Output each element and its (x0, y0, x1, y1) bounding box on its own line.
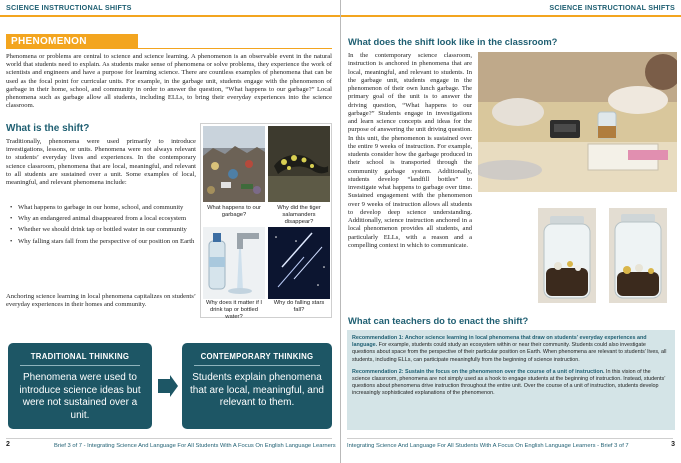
enact-heading: What can teachers do to enact the shift? (348, 315, 529, 326)
recommendation-2-title: Recommendation 2: Sustain the focus on the phenomenon over the course of a unit of instruction. (352, 368, 605, 375)
recommendation-2 (352, 369, 670, 398)
caption-stars: Why do falling stars fall? (273, 300, 325, 313)
footer-left: Brief 3 of 7 - Integrating Science And Language For All Students With A Focus On English Language Learners (54, 443, 336, 449)
caption-garbage: What happens to our garbage? (207, 205, 261, 218)
divider (20, 365, 140, 366)
list-item: • Why an endangered animal disappeared from a local ecosystem (8, 215, 196, 223)
recommendation-1-title: Recommendation 1: Anchor science learning in local phenomena that draw on students’ everyday experiences and language. (352, 335, 647, 349)
caption-water: Why does it matter if I drink tap or bottled water? (205, 300, 263, 320)
anchor-paragraph: Anchoring science learning in local phenomena capitalizes on students’ everyday experiences in their homes and community. (6, 293, 196, 309)
landfill-bottle-photo-2 (609, 208, 667, 303)
right-page (341, 0, 681, 463)
traditional-thinking-box (8, 343, 152, 429)
page-number-right: 3 (671, 441, 675, 448)
falling-stars-photo (268, 227, 330, 299)
contemporary-thinking-title: CONTEMPORARY THINKING (200, 352, 314, 361)
traditional-thinking-title: TRADITIONAL THINKING (30, 352, 130, 361)
traditional-thinking-body: Phenomena were used to introduce science ideas but were not sustained over a unit. (19, 372, 141, 421)
section-rule (6, 48, 332, 49)
phenomena-list (8, 204, 196, 249)
divider (194, 365, 320, 366)
header-rule (0, 15, 340, 17)
footer-rule (347, 438, 673, 439)
footer-right: Integrating Science And Language For All Students With A Focus On English Language Learners - Brief 3 of 7 (347, 443, 629, 449)
garbage-photo (203, 126, 265, 202)
page-number-left: 2 (6, 441, 10, 448)
water-photo (203, 227, 265, 299)
left-page (0, 0, 340, 463)
arrow-right-icon (156, 375, 178, 397)
classroom-photo (478, 52, 677, 192)
list-item: • Why falling stars fall from the perspective of our position on Earth (8, 238, 196, 246)
recommendation-1 (352, 335, 670, 364)
intro-paragraph: Phenomena or problems are central to science and science learning. A phenomenon is an observable event in the natural world that students need to explain. As students make sense of phenomena or solve problems, they experience the work of scientists and engineers and have a purpose for learning science. There are countless examples of phenomena that can be used as the focal point for curricular units. For example, in the garbage unit, students engage with the phenomenon of garbage in their home, school, and community in order to answer the question, “What happens to our garbage?” Local phenomena such as garbage allow all students, including ELLs, to bring their everyday experiences into the science classroom. (6, 53, 332, 110)
shift-paragraph: Traditionally, phenomena were used primarily to introduce investigations, lessons, or units. Phenomena were not always relevant to students’ everyday lives and experiences. In the contemporary science classroom, phenomena that are local, meaningful, and relevant to all students are sustained over a unit. Some examples of local, meaningful, and relevant phenomena include: (6, 138, 196, 187)
contemporary-thinking-body: Students explain phenomena that are local, meaningful, and relevant to them. (190, 372, 324, 408)
recommendations-box (347, 330, 675, 430)
list-item: • What happens to garbage in our home, school, and community (8, 204, 196, 212)
classroom-paragraph: In the contemporary science classroom, instruction is anchored in phenomena that are local, meaningful, and relevant to students. In the garbage unit, students engage in the phenomenon of their own lunch garbage. The primary goal of the unit is to answer the driving question, “What happens to our garbage?” Students engage in investigations and learn science concepts and ideas for the purpose of answering the unit driving question. In this unit, the phenomenon is sustained over the entire 9 weeks of instruction. For example, students consider how the garbage produced in their school is transported through the community garbage system. Additionally, students develop “landfill bottles” to investigate what happens to garbage over time. Sustained engagement with the phenomenon over 9 weeks of instruction allows all students to develop deep science understanding. Additionally, science instruction anchored in a local phenomenon provides all students, and particularly ELLs, with a reason and a compelling context in which to communicate. (348, 52, 472, 249)
recommendation-2-text: In this vision of the science classroom, phenomena are not simply used as a hook to engage students at the beginning of instruction. Instead, students’ questions about phenomena drive instruction throughout the entire unit. Over the course of a unit of instruction, students develop increasingly sophisticated explanations of the phenomenon. (352, 368, 666, 397)
contemporary-thinking-box (182, 343, 332, 429)
section-title: PHENOMENON (6, 34, 138, 49)
header-rule (341, 15, 681, 17)
list-item: • Whether we should drink tap or bottled water in our community (8, 226, 196, 234)
recommendation-1-text: For example, students could study an ecosystem within or near their community. Students could also investigate questions about space from the perspective of their particular position on Earth. When phenomena are relevant to students’ lives, all students, including ELLs, can participate meaningfully from the beginning of science instruction. (352, 342, 667, 363)
header-title-left: SCIENCE INSTRUCTIONAL SHIFTS (6, 3, 132, 12)
landfill-bottle-photo-1 (538, 208, 596, 303)
caption-salamander: Why did the tiger salamanders disappear? (277, 205, 321, 225)
footer-rule (6, 438, 332, 439)
salamander-photo (268, 126, 330, 202)
header-title-right: SCIENCE INSTRUCTIONAL SHIFTS (549, 3, 675, 12)
classroom-heading: What does the shift look like in the classroom? (348, 36, 558, 47)
shift-heading: What is the shift? (6, 123, 90, 134)
